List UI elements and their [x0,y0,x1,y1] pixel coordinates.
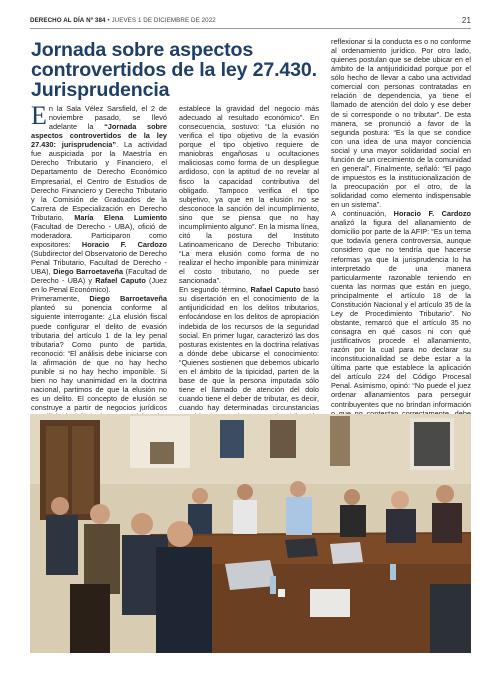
paragraph: reflexionar si la conducta es o no conforme al ordenamiento jurídico. Por otro lado, quienes postulan que se debe ubicar en el ámbito de la antijuridicidad porque por el sólo hecho de llevar a cabo una actividad comercial con personas contratadas en relación de dependencia, ya tiene el llamado de atención del dolo y ese deber de si corresponde o no tributar”. De esta manera, se pronunció a favor de la segunda postura: “Es la que se condice con una idea de una mayor conciencia social y una mayor solidaridad social en función de un crecimiento de la comunidad en general”. Finalmente, señaló: “El pago de impuestos es la institucionalización de la preocupación por el otro, de la solidaridad como elemento indispensable en un sistema”. [331,37,472,210]
article-title: Jornada sobre aspectos controvertidos de la ley 27.430. Jurisprudencia [31,39,317,101]
column-1 [31,101,167,439]
header-rule [30,28,471,29]
paragraph: Primeramente, Diego Barroetaveña planteó su ponencia conforme al siguiente interrogante: ¿La elusión fiscal puede configurar el delito de evasión tributaria del artículo 1 de la ley penal tributaria? Como punto de partida, reconoció: “El análisis debe iniciarse con la afirmación de que no hay hecho punible si no hay hecho imponible. Si bien no hay unanimidad en la doctrina nacional, partimos de que la elusión no es un delito. El concepto de elusión se construye a partir de negocios jurídicos [31,294,167,413]
column-3 [331,37,471,427]
column-2 [179,104,319,430]
issue-date: • JUEVES 1 DE DICIEMBRE DE 2022 [105,17,216,24]
paragraph: En la Sala Vélez Sarsfield, el 2 de noviembre pasado, se llevó adelante la “Jornada sobre aspectos controvertidos de la ley 27.430: jurisprudencia”. La actividad fue auspiciada por la Maestría en Derecho Tributario y Financiero, el Departamento de Derecho Económico Empresarial, el Centro de Estudios de Derecho Financiero y Derecho Tributario y la Comisión de Graduados de la Carrera de Especialización en Derecho Tributario. María Elena Lumiento (Facultad de Derecho - UBA), ofició de moderadora. Participaron como expositores: Horacio F. Cardozo (Subdirector del Observatorio de Derecho Penal Tributario, Facultad de Derecho - UBA), Diego Barroetaveña (Facultad de Derecho - UBA) y Rafael Caputo (Juez en lo Penal Económico). [31,101,167,295]
paragraph: establece la gravidad del negocio más adecuado al resultado económico”. En consecuencia, sostuvo: “La elusión no verifica el tipo objetivo de la evasión porque el tipo objetivo requiere de maniobras engañosas u ocultaciones maliciosas como forma de un despliegue ardidoso, con la aptitud de no revelar al fisco la capacidad contributiva del obligado. Tampoco verifica el tipo subjetivo, ya que en la elusión no se desconoce la sanción del incumplimiento, sino que se piensa que no hay incumplimiento alguno”. En la misma línea, citó la postura del Instituto Latinoamericano de Derecho Tributario: “La mera elusión como forma de no realizar el hecho imponible para minimizar el costo tributario, no puede ser sancionada”. [179,104,320,286]
publication-name: DERECHO AL DÍA [30,17,85,24]
drop-cap: E [31,101,47,130]
issue-number: Nº 384 [86,17,106,24]
page-number: 21 [461,16,471,25]
page-header [30,17,471,27]
paragraph: En segundo término, Rafael Caputo basó su disertación en el conocimiento de la antijuridicidad en los delitos tributarios, enfocándose en los delitos de apropiación indebida de los recursos de la seguridad social. En primer lugar, caracterizó las dos posturas existentes en la doctrina relativas a dónde debe ubicarse el conocimiento: “Quienes sostienen que debemos ubicarlo en el ámbito de la tipicidad, parten de la base de que la persona imputada sólo tiene el llamado de atención del dolo cuando tiene el deber de tributar, es decir, cuando hay determinadas circunstancias [179,285,320,413]
event-photo [30,414,471,653]
paragraph: A continuación, Horacio F. Cardozo analizó la figura del allanamiento de domicilio por parte de la AFIP: “Es un tema que todavía genera controversia, aunque considero que no tendría que hacerse reformas ya que la jurisprudencia lo ha interpretado de una manera particularmente razonable teniendo en cuenta las normas que están en juego, principalmente el artículo 18 de la Constitución Nacional y el artículo 35 de la Ley de Procedimiento Tributario”. No obstante, remarcó que el artículo 35 no consagra en qué casos ni con qué justificativos procede el allanamiento, razón por la cual para no declarar su inconstitucionalidad se debe estar a la última parte que establece la aplicación del artículo 224 del Código Procesal Penal. Asimismo, opinó: “No puede el juez ordenar allanamientos para perseguir contribuyentes que no brindan información [331,209,471,409]
issue-line [30,17,216,24]
photo-illustration [30,414,471,653]
